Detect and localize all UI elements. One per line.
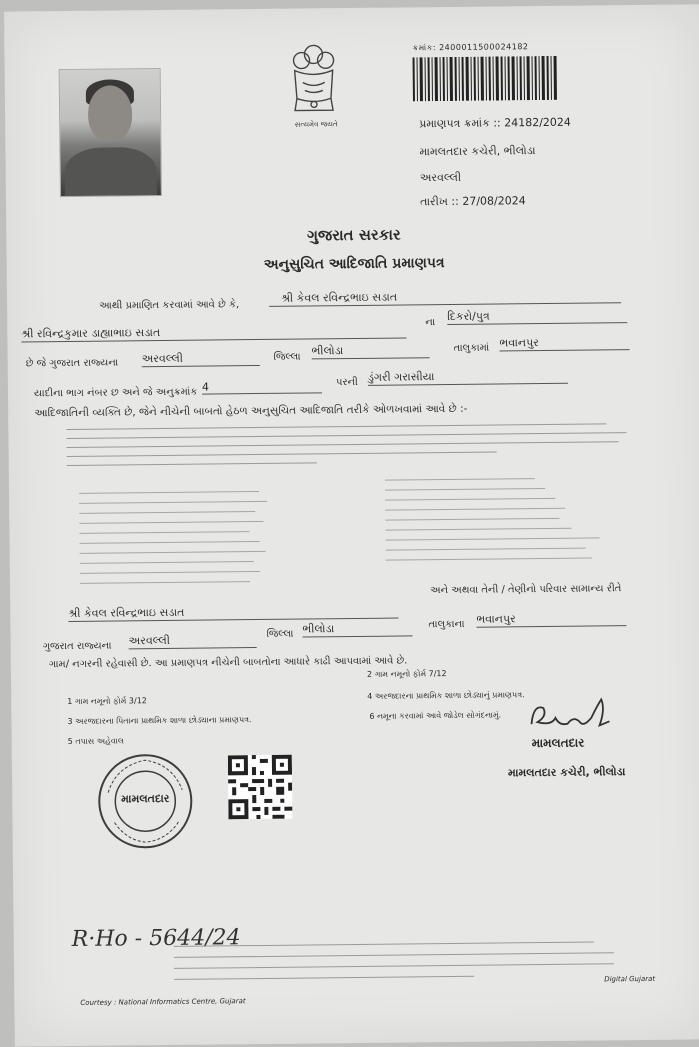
district-label-2: જિલ્લા (266, 628, 294, 640)
taluka-label: તાલુકામાં (453, 342, 490, 354)
certify-text: આથી પ્રમાણિત કરવામાં આવે છે કે, (99, 299, 240, 312)
entry-number: 4 (202, 379, 322, 394)
taluka-value-2: ભવાનપુર (476, 611, 626, 628)
state-label-2: ગુજરાત રાજ્યના (42, 640, 112, 653)
footer-notes-block (174, 941, 614, 990)
father-name: શ્રી રવિન્દ્રકુમાર ડાહ્યાભાઇ સડાત (21, 323, 406, 342)
district-label: જિલ્લા (273, 351, 301, 363)
basis-item-6: 6 નમૂના કરવામાં આવે જોડેલ સોગંદનામું. (369, 710, 502, 721)
basis-item-4: 4 અરજદારના પ્રાથમિક શાળા છોડ્યાનું પ્રમાણપત્ર. (367, 690, 525, 701)
legal-references-block (66, 417, 627, 474)
certificate-number: પ્રમાણપત્ર ક્રમાંક :: 24182/2024 (419, 115, 571, 131)
relation-value: દિકરો/પુત્ર (447, 308, 627, 325)
residence-line: ગામ/ નગરની રહેવાસી છે. આ પ્રમાણપત્ર નીચેની બાબતોના આધારે કાઢી આપવામાં આવે છે. (48, 655, 408, 671)
qr-code-icon (228, 755, 293, 820)
handwritten-reference: R·Ho - 5644/24 (71, 925, 241, 952)
tribe-label: પરની (335, 376, 358, 389)
legal-references-left (79, 483, 270, 593)
footer-left: Courtesy : National Informatics Centre, Gujarat (80, 997, 246, 1007)
district-value: ભીલોડા (312, 343, 430, 359)
relation-label: ના (425, 317, 436, 329)
document-title: ગુજરાત સરકાર (306, 225, 401, 245)
signatory-office: મામલતદાર કચેરી, ભીલોડા (507, 765, 626, 780)
basis-item-1: 1 ગામ નમૂનો ફોર્મ 3/12 (67, 696, 147, 707)
recognition-line: આદિજાતિની વ્યક્તિ છે, જેને નીચેની બાબતો હેઠળ અનુસુચિત આદિજાતિ તરીકે ઓળખવામાં આવે છે :- (34, 402, 468, 420)
state-label: છે જે ગુજરાત રાજ્યના (25, 357, 119, 370)
document-subtitle: અનુસુચિત આદિજાતિ પ્રમાણપત્ર (263, 255, 445, 273)
basis-item-5: 5 તપાસ અહેવાલ (67, 736, 124, 747)
tribe-value: ડુંગરી ગરાસીયા (368, 369, 568, 386)
serial-number: ક્રમાંક: 2400011500024182 (412, 42, 529, 53)
state-district-value-2: અરવલ્લી (129, 633, 257, 649)
emblem-caption: સત્યમેવ જયતે (294, 120, 338, 129)
applicant-name: શ્રી કેવલ રવિન્દ્રભાઇ સડાત (269, 288, 621, 307)
issuing-district: અરવલ્લી (419, 170, 462, 185)
family-line: અને અથવા તેની / તેણીનો પરિવાર સામાન્ય રીતે (430, 583, 622, 597)
basis-item-2: 2 ગામ નમૂનો ફોર્મ 7/12 (366, 669, 447, 679)
entry-label: યાદીના ભાગ નંબર છ અને જે અનુક્રમાંક (33, 386, 198, 400)
certificate-page (4, 4, 699, 1046)
legal-references-right (385, 469, 616, 569)
state-emblem-icon (282, 38, 345, 129)
issuing-office: મામલતદાર કચેરી, ભીલોડા (419, 144, 536, 159)
issue-date: તારીખ :: 27/08/2024 (419, 194, 526, 209)
basis-item-3: 3 અરજદારના પિતાના પ્રાથમિક શાળા છોડ્યાના પ્રમાણપત્ર. (67, 715, 252, 727)
district-value-2: ભીલોડા (302, 621, 412, 637)
taluka-value: ભવાનપુર (499, 335, 629, 351)
taluka-label-2: તાલુકાના (428, 618, 465, 631)
footer-right: Digital Gujarat (604, 974, 656, 984)
applicant-name-repeat: શ્રી કેવલ રવિન્દ્રભાઇ સડાત (68, 604, 398, 622)
signatory-title: મામલતદાર (531, 735, 585, 751)
state-district-value: અરવલ્લી (142, 351, 260, 367)
barcode-icon (411, 56, 559, 102)
seal-text: મામલતદાર (121, 791, 170, 806)
applicant-photo (59, 68, 162, 197)
